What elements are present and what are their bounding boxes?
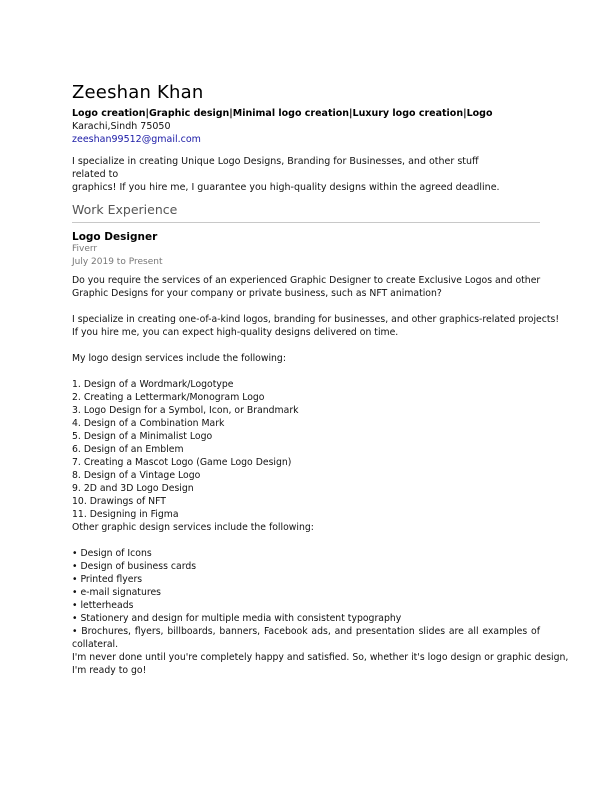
job-description bbox=[72, 274, 569, 677]
candidate-location: Karachi,Sindh 75050 bbox=[72, 121, 171, 132]
description-line: 7. Creating a Mascot Logo (Game Logo Design) bbox=[72, 457, 292, 468]
description-line: 11. Designing in Figma bbox=[72, 509, 179, 520]
summary-line: I specialize in creating Unique Logo Designs, Branding for Businesses, and other stuff related to bbox=[72, 156, 479, 180]
description-line: I'm ready to go! bbox=[72, 665, 147, 676]
section-divider bbox=[72, 222, 540, 223]
description-line bbox=[72, 300, 540, 313]
description-line: 8. Design of a Vintage Logo bbox=[72, 470, 201, 481]
description-line: • e-mail signatures bbox=[72, 587, 162, 598]
description-line: 1. Design of a Wordmark/Logotype bbox=[72, 379, 234, 390]
candidate-headline: Logo creation|Graphic design|Minimal logo creation|Luxury logo creation|Logo bbox=[72, 108, 493, 119]
description-line: 2. Creating a Lettermark/Monogram Logo bbox=[72, 392, 265, 403]
description-line bbox=[72, 365, 540, 378]
description-line bbox=[72, 339, 540, 352]
description-line: Do you require the services of an experienced Graphic Designer to create Exclusive Logos and other bbox=[72, 275, 541, 286]
candidate-name: Zeeshan Khan bbox=[72, 82, 204, 103]
description-line: 10. Drawings of NFT bbox=[72, 496, 166, 507]
description-line: • Brochures, flyers, billboards, banners, Facebook ads, and presentation slides are all examples of bbox=[72, 626, 540, 637]
description-line: • Stationery and design for multiple media with consistent typography bbox=[72, 613, 402, 624]
description-line: 5. Design of a Minimalist Logo bbox=[72, 431, 213, 442]
description-line: If you hire me, you can expect high-quality designs delivered on time. bbox=[72, 327, 399, 338]
description-line: • Design of Icons bbox=[72, 548, 152, 559]
description-line: 6. Design of an Emblem bbox=[72, 444, 184, 455]
description-line: 3. Logo Design for a Symbol, Icon, or Brandmark bbox=[72, 405, 299, 416]
description-line: collateral. bbox=[72, 639, 119, 650]
candidate-email-link[interactable]: zeeshan99512@gmail.com bbox=[72, 134, 201, 145]
job-company: Fiverr bbox=[72, 244, 98, 254]
candidate-summary bbox=[72, 155, 512, 194]
summary-line: graphics! If you hire me, I guarantee you high-quality designs within the agreed deadline. bbox=[72, 182, 500, 193]
description-line: Other graphic design services include the following: bbox=[72, 522, 314, 533]
work-experience-heading: Work Experience bbox=[72, 202, 178, 217]
job-title: Logo Designer bbox=[72, 231, 158, 243]
job-dates: July 2019 to Present bbox=[72, 257, 163, 267]
description-line: I'm never done until you're completely happy and satisfied. So, whether it's logo design or graphic design, bbox=[72, 652, 569, 663]
description-line: My logo design services include the following: bbox=[72, 353, 286, 364]
description-line: • Printed flyers bbox=[72, 574, 143, 585]
description-line: 9. 2D and 3D Logo Design bbox=[72, 483, 194, 494]
description-line bbox=[72, 534, 540, 547]
description-line: I specialize in creating one-of-a-kind logos, branding for businesses, and other graphics-related projects! bbox=[72, 314, 560, 325]
description-line: Graphic Designs for your company or private business, such as NFT animation? bbox=[72, 288, 442, 299]
description-line: 4. Design of a Combination Mark bbox=[72, 418, 225, 429]
description-line: • letterheads bbox=[72, 600, 134, 611]
description-line: • Design of business cards bbox=[72, 561, 197, 572]
